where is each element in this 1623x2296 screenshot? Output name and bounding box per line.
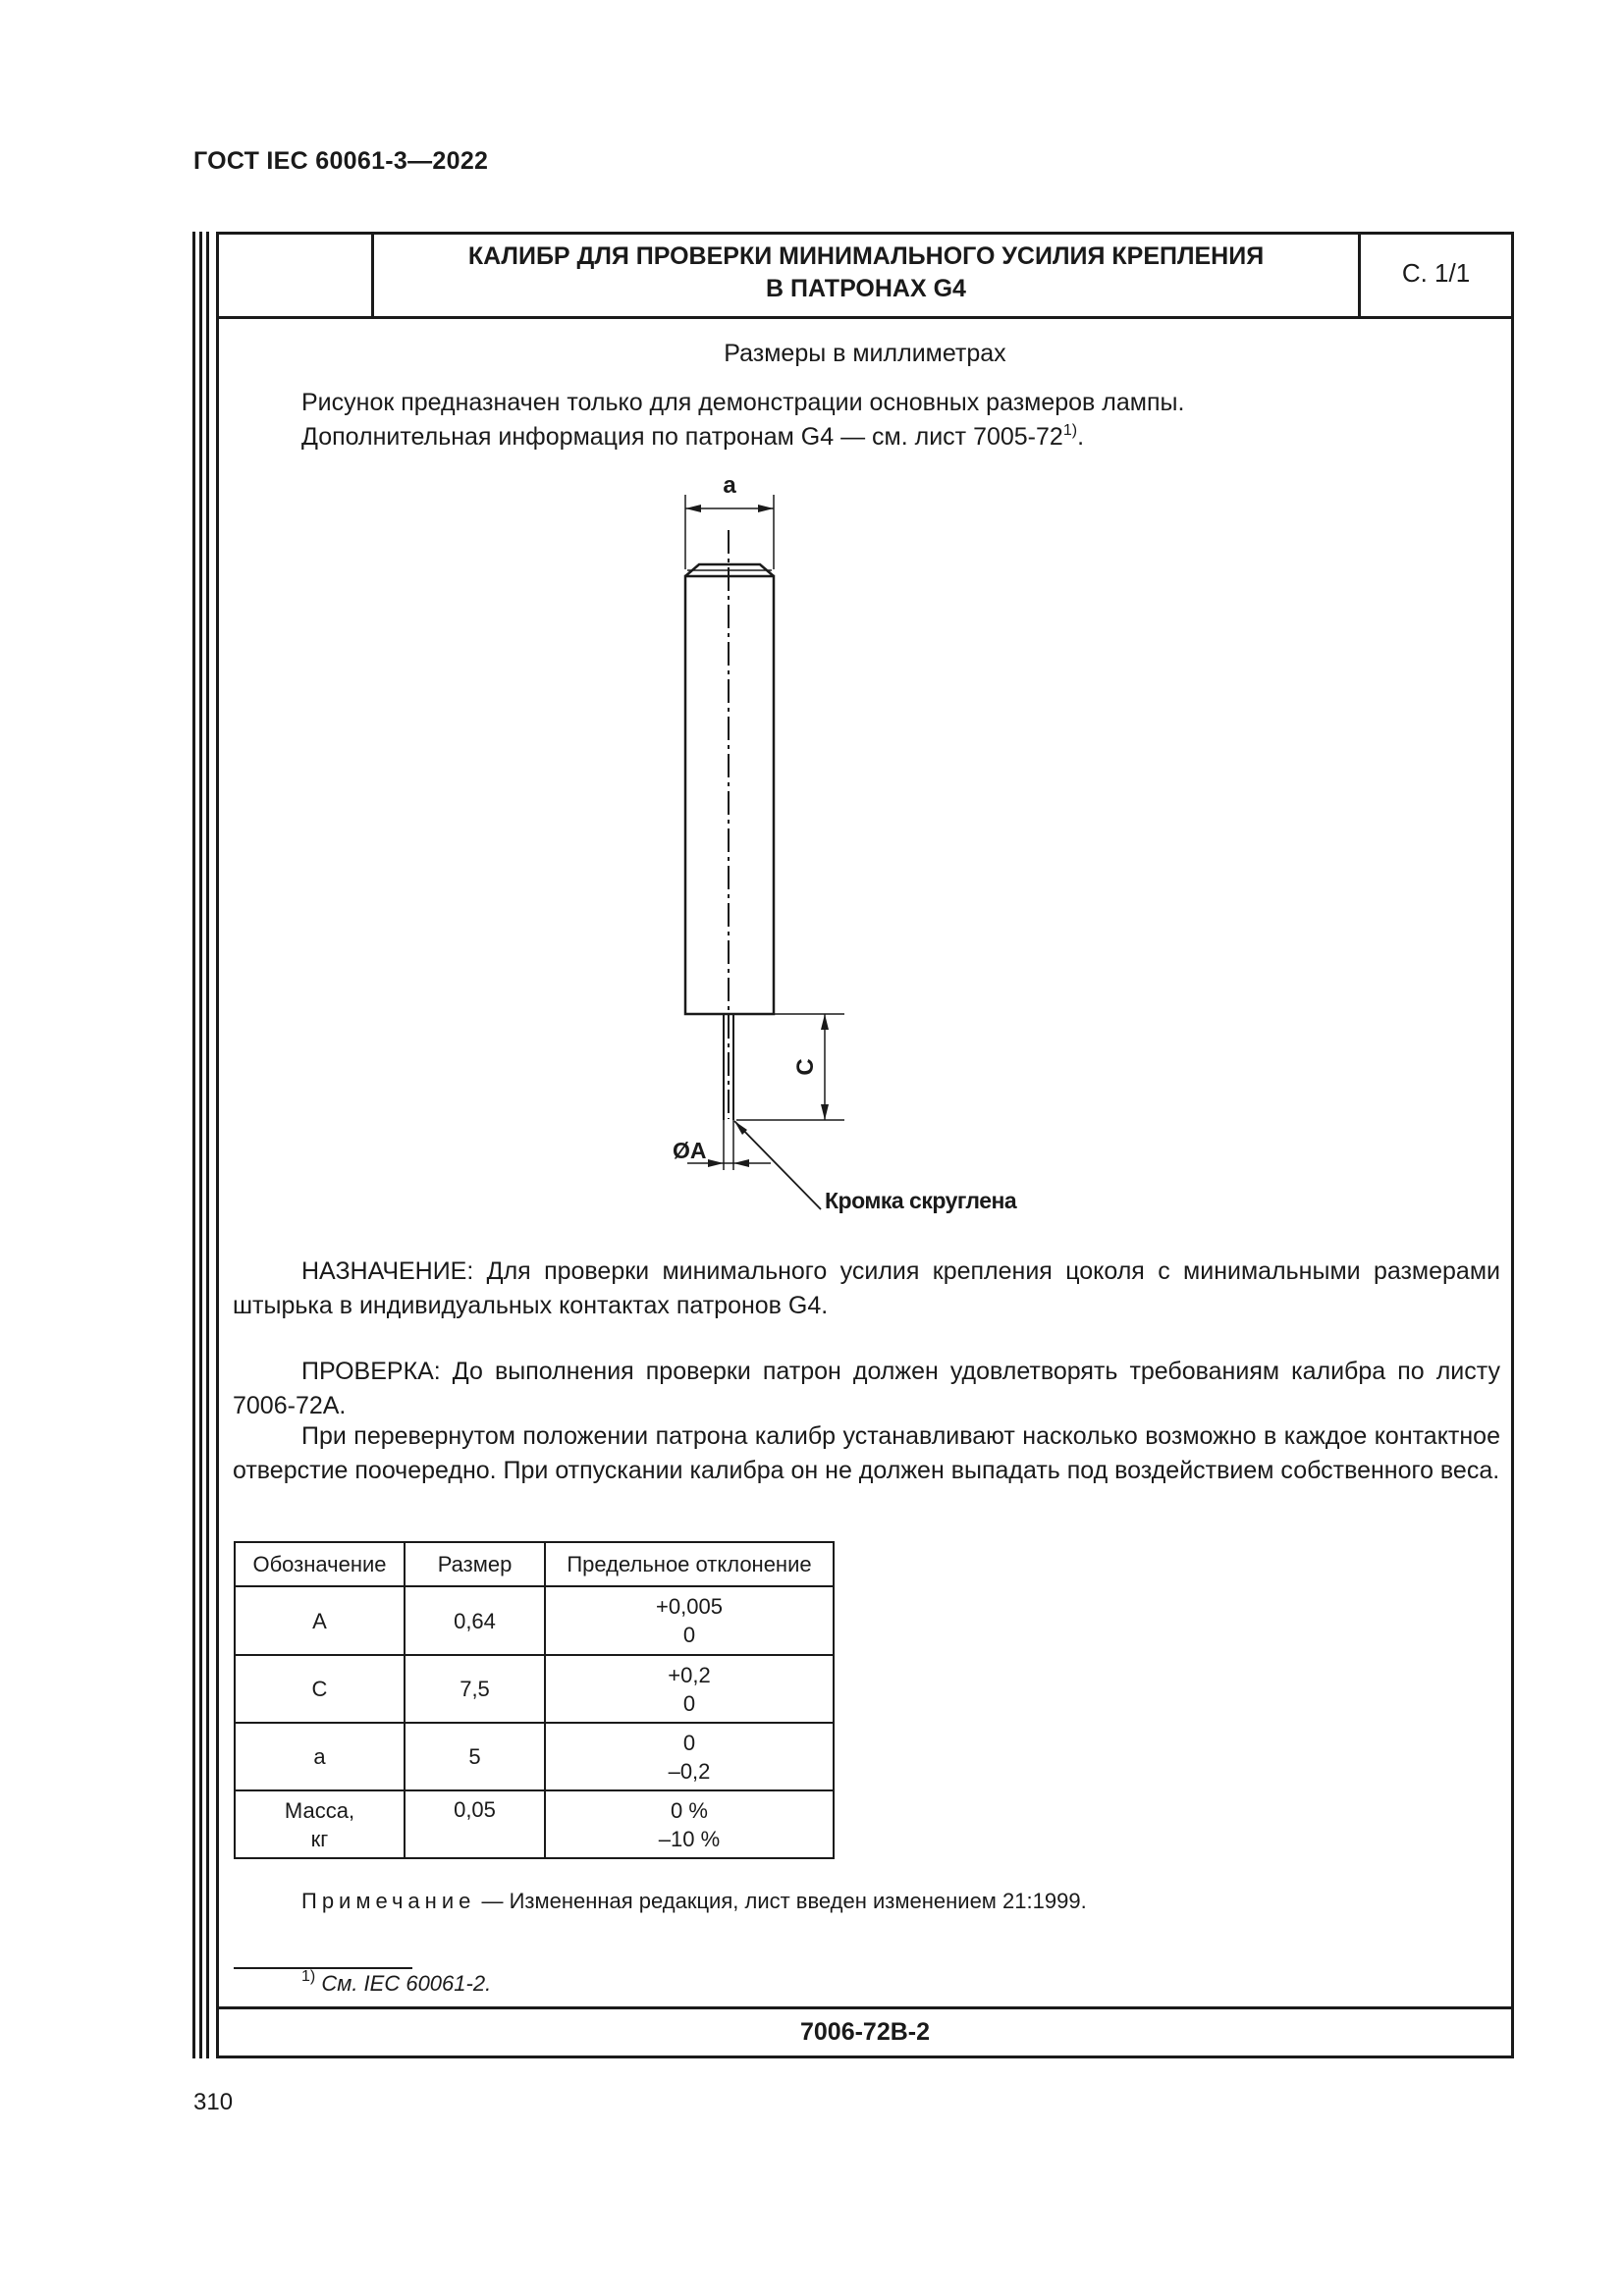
units-note: Размеры в миллиметрах xyxy=(724,340,1006,367)
cell-tolerance xyxy=(545,1586,834,1655)
cell-tolerance xyxy=(545,1655,834,1723)
table-row xyxy=(235,1655,834,1723)
arrow-head xyxy=(685,505,701,512)
footnote-marker: 1) xyxy=(301,1968,316,1985)
label-rounded-edge: Кромка скруглена xyxy=(825,1188,1017,1213)
page-number: 310 xyxy=(193,2089,234,2115)
arrow-head xyxy=(758,505,774,512)
sheet-title xyxy=(374,240,1358,305)
intro-end: . xyxy=(1077,423,1085,451)
cell-size: 5 xyxy=(405,1723,545,1790)
table-row xyxy=(235,1790,834,1858)
cell-size: 0,05 xyxy=(405,1790,545,1858)
arrow-head xyxy=(821,1104,829,1120)
cell-designation: А xyxy=(235,1586,405,1655)
cell-tolerance xyxy=(545,1723,834,1790)
table-header: Размер xyxy=(405,1542,545,1586)
label-diameter: ØA xyxy=(673,1138,707,1163)
label-c: С xyxy=(792,1058,819,1076)
cell-tolerance xyxy=(545,1790,834,1858)
cell-designation: а xyxy=(235,1723,405,1790)
label-a: а xyxy=(723,472,736,499)
footnote xyxy=(301,1968,492,1997)
dimensions-table xyxy=(234,1541,835,1859)
check-paragraph: ПРОВЕРКА: До выполнения проверки патрон должен удовлетворять требованиям калибра по листу 7006-72А. xyxy=(233,1358,1500,1419)
arrow-head xyxy=(733,1159,749,1167)
intro-text: Дополнительная информация по патронам G4 — см. лист 7005-72 xyxy=(301,423,1063,451)
cell-designation xyxy=(235,1790,405,1858)
arrow-head xyxy=(708,1159,724,1167)
footnote-text: См. IEC 60061-2. xyxy=(321,1971,492,1996)
header-divider xyxy=(216,316,1514,319)
footnote-rule xyxy=(234,1967,412,1969)
cell-size: 7,5 xyxy=(405,1655,545,1723)
gauge-drawing xyxy=(648,471,1080,1227)
footer-divider xyxy=(216,2006,1514,2009)
designation-line: кг xyxy=(310,1826,329,1851)
arrow-head xyxy=(821,1014,829,1030)
table-row xyxy=(235,1723,834,1790)
margin-line xyxy=(192,232,195,2058)
tolerance-lower: –10 % xyxy=(658,1826,721,1851)
sheet-title-line: КАЛИБР ДЛЯ ПРОВЕРКИ МИНИМАЛЬНОГО УСИЛИЯ КРЕПЛЕНИЯ xyxy=(467,242,1265,270)
note xyxy=(301,1889,1087,1914)
tolerance-upper: +0,005 xyxy=(656,1594,723,1619)
margin-line xyxy=(199,232,202,2058)
sheet-number: 7006-72В-2 xyxy=(799,2018,931,2046)
tolerance-upper: 0 % xyxy=(671,1797,708,1823)
margin-line xyxy=(206,232,209,2058)
note-label: Примечание xyxy=(301,1889,476,1913)
note-text: — Измененная редакция, лист введен изменением 21:1999. xyxy=(475,1889,1087,1913)
purpose-paragraph: НАЗНАЧЕНИЕ: Для проверки минимального усилия крепления цоколя с минимальными размерами штырька в индивидуальных контактах патронов G4. xyxy=(233,1257,1500,1319)
designation-line: Масса, xyxy=(284,1797,355,1823)
intro-line: Рисунок предназначен только для демонстрации основных размеров лампы. xyxy=(301,389,1185,416)
tolerance-lower: 0 xyxy=(682,1690,696,1716)
tolerance-lower: –0,2 xyxy=(668,1758,711,1784)
table-header: Предельное отклонение xyxy=(545,1542,834,1586)
footnote-ref: 1) xyxy=(1062,422,1078,439)
cell-designation: С xyxy=(235,1655,405,1723)
table-row xyxy=(235,1586,834,1655)
tolerance-lower: 0 xyxy=(682,1623,696,1647)
table-header-row xyxy=(235,1542,834,1586)
sheet-page: С. 1/1 xyxy=(1401,258,1471,288)
tolerance-upper: +0,2 xyxy=(668,1662,711,1687)
document-code: ГОСТ IEC 60061-3—2022 xyxy=(193,147,489,175)
tolerance-upper: 0 xyxy=(682,1730,696,1755)
sheet-title-line: В ПАТРОНАХ G4 xyxy=(766,275,966,302)
table-header: Обозначение xyxy=(235,1542,405,1586)
cell-size: 0,64 xyxy=(405,1586,545,1655)
check-paragraph: При перевернутом положении патрона калибр устанавливают насколько возможно в каждое контактное отверстие поочередно. При отпускании калибра он не должен выпадать под воздействием собственного веса. xyxy=(233,1422,1500,1484)
intro-line xyxy=(301,420,1084,454)
